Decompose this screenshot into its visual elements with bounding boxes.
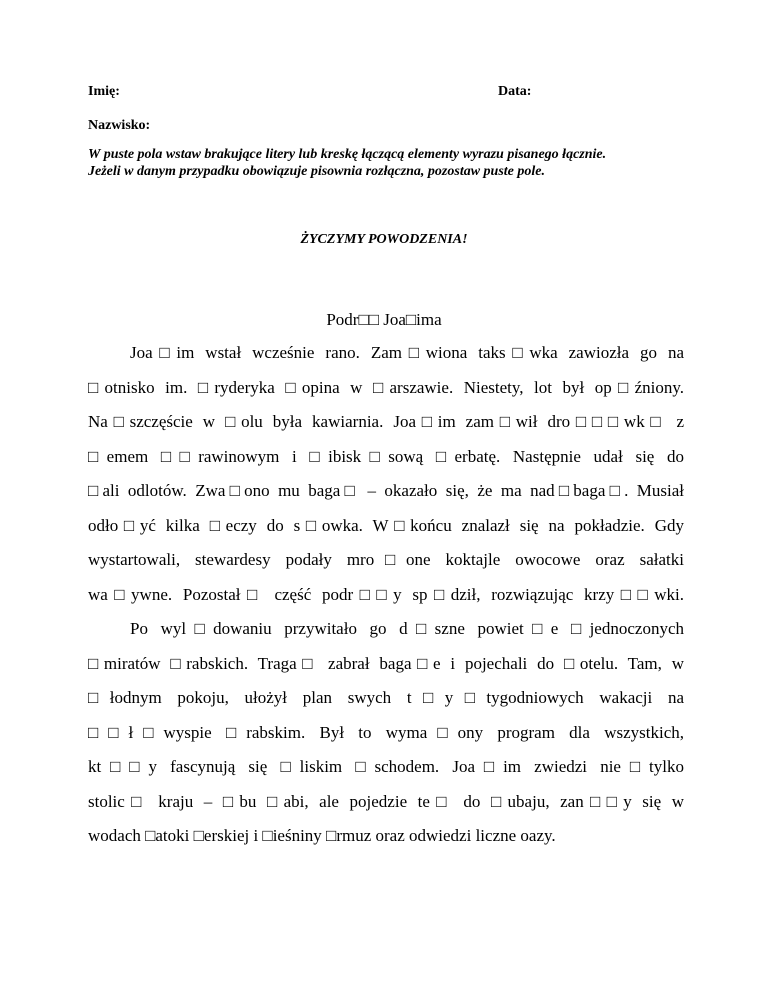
text-line: Po wyl□dowaniu przywitało go d□szne powiet□e □jednoczonych <box>130 619 684 638</box>
first-name-label: Imię: <box>88 84 120 99</box>
instructions <box>88 146 688 180</box>
text-line: odło□yć kilka □eczy do s□owka. W□końcu znalazł się na pokładzie. Gdy <box>88 515 684 535</box>
instructions-line: W puste pola wstaw brakujące litery lub kreskę łączącą elementy wyrazu pisanego łącznie. <box>88 147 607 162</box>
cheer-heading: ŻYCZYMY POWODZENIA! <box>300 232 468 247</box>
instructions-line: Jeżeli w danym przypadku obowiązuje pisownia rozłączna, pozostaw puste pole. <box>88 164 545 179</box>
text-line: □otnisko im. □ryderyka □opina w □arszawie. Niestety, lot był op□źniony. <box>88 377 684 397</box>
text-line: wodach □atoki □erskiej i □ieśniny □rmuz oraz odwiedzi liczne oazy. <box>88 826 556 845</box>
text-line: □ali odlotów. Zwa□ono mu baga□ – okazało się, że ma nad□baga□. Musiał <box>88 481 684 500</box>
text-line: wystartowali, stewardesy podały mro□one koktajle owocowe oraz sałatki <box>88 550 684 569</box>
text-line: stolic□ kraju – □bu □abi, ale pojedzie te□ do □ubaju, zan□□y się w <box>88 791 684 811</box>
date-label: Data: <box>498 84 532 99</box>
text-line: Na□szczęście w □olu była kawiarnia. Joa□im zam□wił dro□□□wk□ z <box>88 412 684 431</box>
text-line: □miratów □rabskich. Traga□ zabrał baga□e i pojechali do □otelu. Tam, w <box>88 653 684 673</box>
text-line: □emem □□rawinowym i □ibisk□sową □erbatę. Następnie udał się do <box>88 446 684 466</box>
paragraph-2 <box>88 612 684 854</box>
text-line: wa□ywne. Pozostał□ część podr□□y sp□dził, rozwiązując krzy□□wki. <box>88 584 684 604</box>
text-line: □łodnym pokoju, ułożył plan swych t□y□tygodniowych wakacji na <box>88 688 684 707</box>
text-line: □□ł□wyspie □rabskim. Był to wyma□ony program dla wszystkich, <box>88 722 684 742</box>
paragraph-1 <box>88 336 684 612</box>
text-line: kt□□y fascynują się □liskim □schodem. Joa□im zwiedzi nie□tylko <box>88 757 684 776</box>
story-title: Podr□□ Joa□ima <box>326 310 442 329</box>
text-line: Joa□im wstał wcześnie rano. Zam□wiona taks□wka zawiozła go na <box>130 343 684 362</box>
last-name-label: Nazwisko: <box>88 118 151 133</box>
